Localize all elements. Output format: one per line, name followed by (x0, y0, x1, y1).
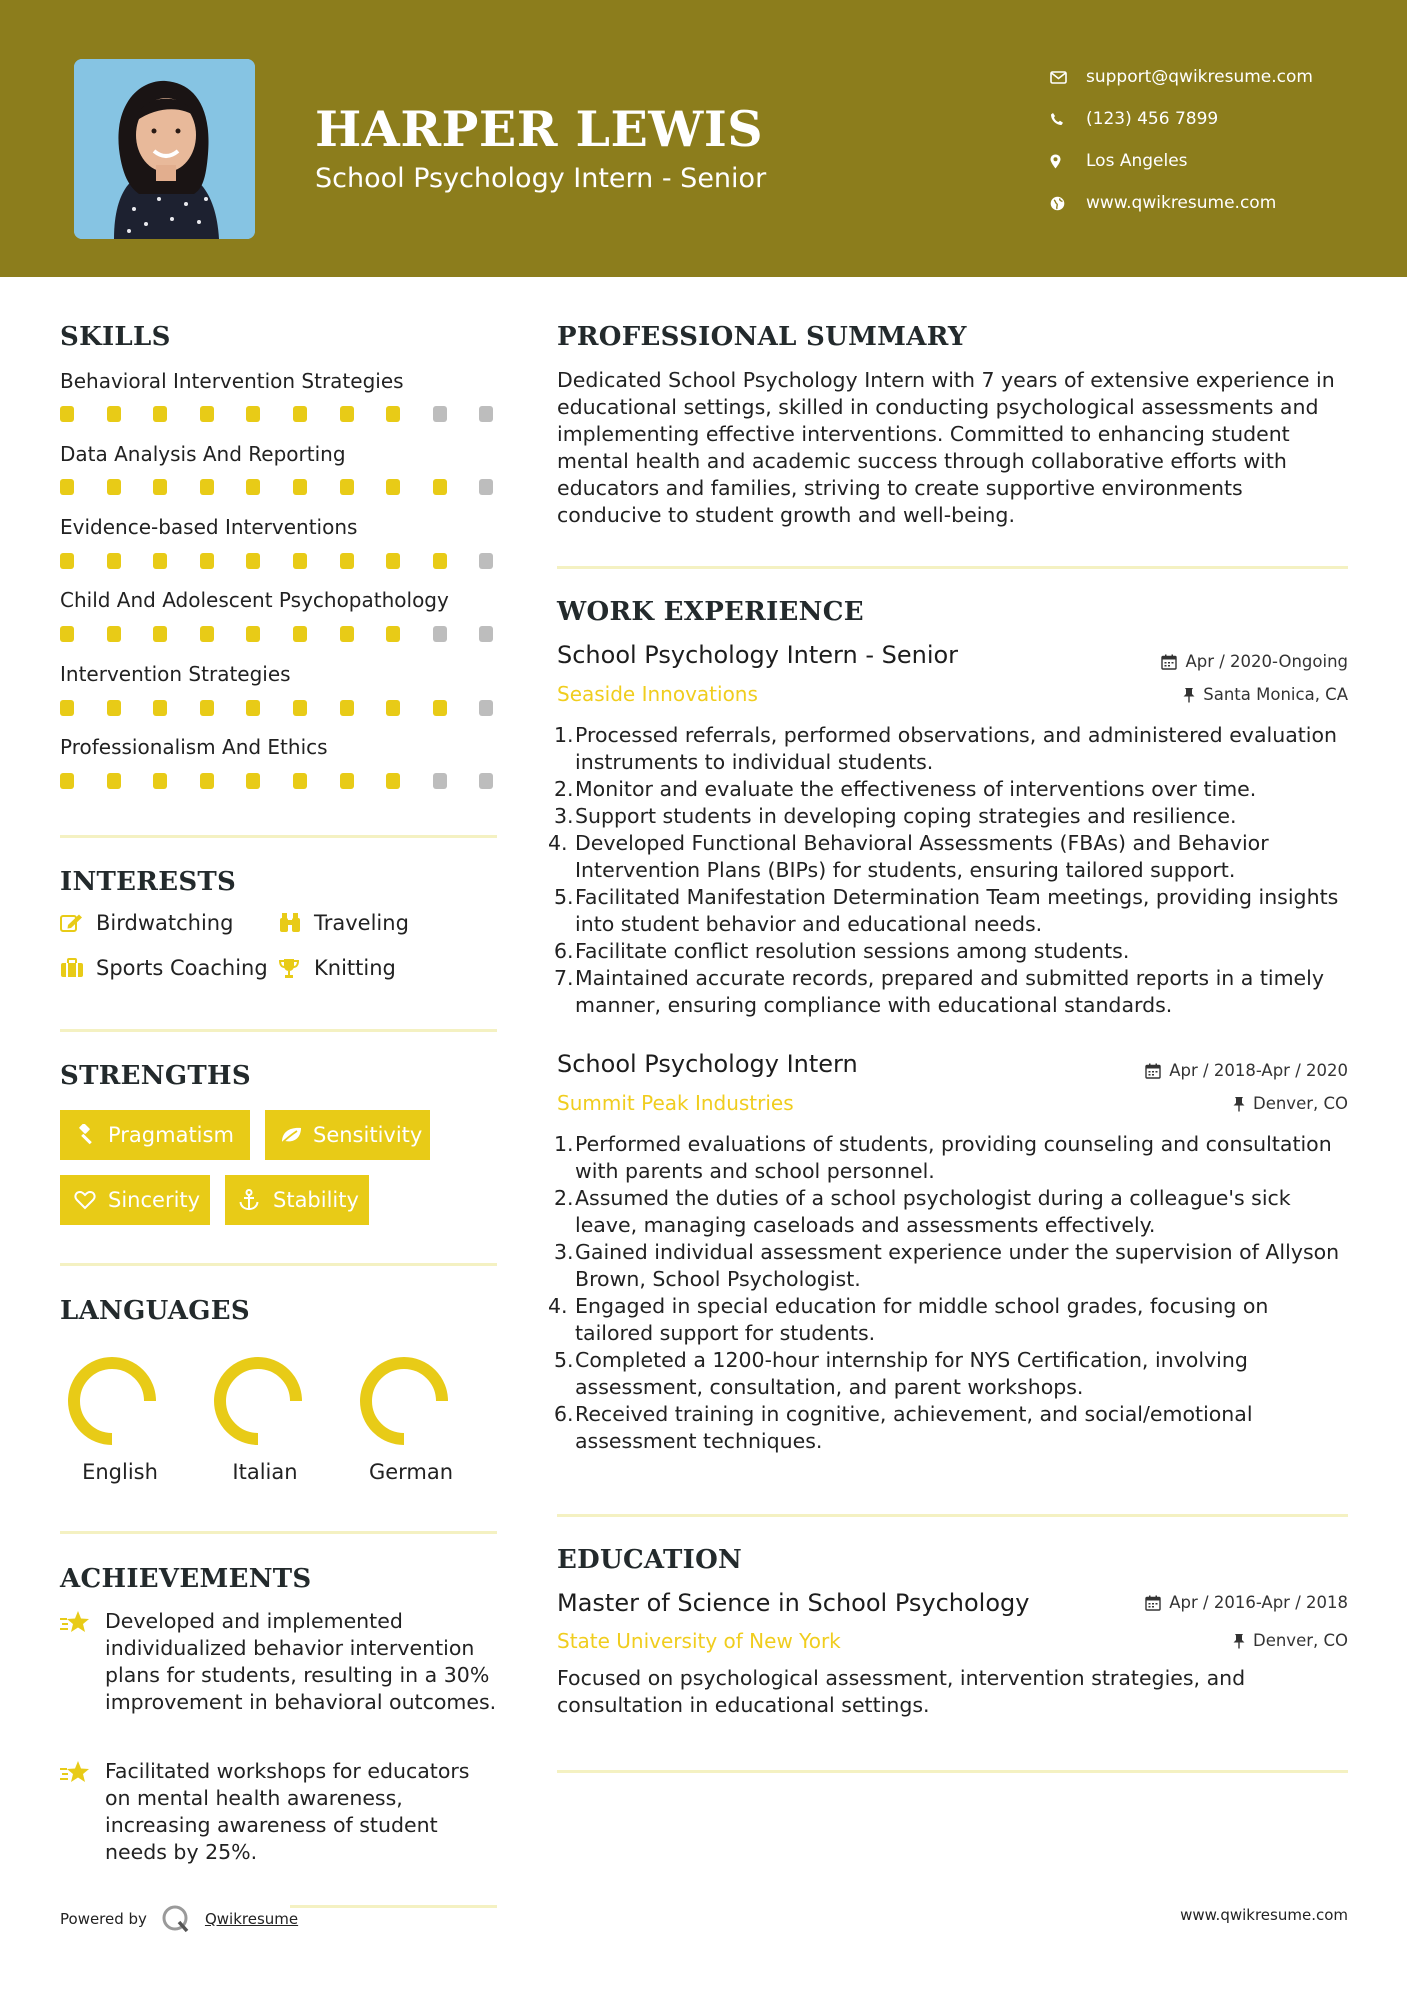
skill-dot-filled (200, 553, 214, 569)
skill-dot-filled (153, 553, 167, 569)
calendar-icon (1145, 1595, 1161, 1611)
skill-name: Child And Adolescent Psychopathology (60, 588, 449, 612)
job-date (1145, 1061, 1348, 1080)
strength-chip (60, 1175, 210, 1225)
skill-dot-filled (340, 406, 354, 422)
skill-dot-filled (246, 626, 260, 642)
list-item: 2. Monitor and evaluate the effectiveness of interventions over time. (554, 777, 1257, 801)
skill-dot-empty (479, 553, 493, 569)
phone-icon (1050, 112, 1086, 126)
skill-dot-filled (153, 479, 167, 495)
skill-dot-filled (200, 626, 214, 642)
skill-dot-filled (153, 406, 167, 422)
skill-dot-filled (340, 553, 354, 569)
list-item: 7. Maintained accurate records, prepared and submitted reports in a timely manner, ensuring compliance with educational standards. (554, 966, 1325, 1017)
skill-dot-filled (340, 773, 354, 789)
profile-photo (74, 59, 255, 239)
interest-item (60, 911, 233, 935)
qwikresume-logo-icon (161, 1904, 191, 1934)
interest-label: Birdwatching (96, 911, 234, 935)
language-gauge (52, 1341, 172, 1465)
language-level-arc (366, 1363, 442, 1439)
skill-dot-filled (200, 773, 214, 789)
envelope-icon (1050, 71, 1086, 84)
languages-heading: LANGUAGES (60, 1296, 250, 1326)
pushpin-icon (1233, 1096, 1245, 1112)
strength-chip (60, 1110, 250, 1160)
section-divider (60, 1029, 497, 1032)
skill-dot-filled (246, 553, 260, 569)
skill-rating (60, 773, 526, 789)
skill-dot-filled (293, 626, 307, 642)
skill-dot-filled (433, 700, 447, 716)
duty-text: Developed Functional Behavioral Assessments (FBAs) and Behavior Intervention Plans (BIPs) for students, ensuring tailored support. (575, 831, 1269, 882)
summary-heading: PROFESSIONAL SUMMARY (557, 322, 967, 352)
skill-dot-filled (293, 553, 307, 569)
skill-dot-empty (433, 626, 447, 642)
skill-dot-filled (200, 479, 214, 495)
skill-dot-filled (293, 700, 307, 716)
contact-website-text: www.qwikresume.com (1086, 193, 1277, 213)
gavel-icon (74, 1124, 108, 1146)
skill-dot-filled (433, 479, 447, 495)
skill-rating (60, 626, 526, 642)
skill-dot-empty (479, 626, 493, 642)
strengths-heading: STRENGTHS (60, 1061, 251, 1091)
skill-dot-filled (340, 626, 354, 642)
degree-title: Master of Science in School Psychology (557, 1589, 1030, 1617)
achievement-text: Developed and implemented individualized behavior intervention plans for students, resulting in a 30% improvement in behavioral outcomes. (105, 1609, 497, 1714)
list-item: 6. Received training in cognitive, achievement, and social/emotional assessment techniques. (554, 1402, 1253, 1453)
skill-dot-filled (386, 406, 400, 422)
education-location-text: Denver, CO (1252, 1631, 1348, 1650)
duty-text: Monitor and evaluate the effectiveness of interventions over time. (575, 777, 1257, 801)
contact-email[interactable] (1050, 56, 1313, 98)
globe-icon (1050, 196, 1086, 211)
skill-dot-filled (200, 406, 214, 422)
job-duties (548, 1131, 1352, 1455)
skill-dot-filled (153, 700, 167, 716)
job-duties (548, 722, 1352, 1019)
duty-text: Assumed the duties of a school psychologist during a colleague's sick leave, managing caseloads and assessments effectively. (575, 1186, 1291, 1237)
strength-chip (225, 1175, 369, 1225)
skill-rating (60, 700, 526, 716)
powered-by-label: Powered by (60, 1910, 147, 1928)
map-pin-icon (1050, 154, 1086, 169)
qwikresume-link[interactable]: Qwikresume (204, 1910, 299, 1928)
pushpin-icon (1233, 1633, 1245, 1649)
education-description: Focused on psychological assessment, intervention strategies, and consultation in educational settings. (557, 1666, 1246, 1717)
job-title: School Psychology Intern (557, 1050, 858, 1078)
duty-text: Engaged in special education for middle school grades, focusing on tailored support for students. (575, 1294, 1269, 1345)
skill-dot-filled (107, 553, 121, 569)
list-item: 3. Support students in developing coping strategies and resilience. (554, 804, 1237, 828)
skill-dot-filled (386, 626, 400, 642)
section-divider (557, 1770, 1348, 1773)
education-heading: EDUCATION (557, 1545, 743, 1575)
interests-heading: INTERESTS (60, 867, 237, 897)
skill-dot-filled (200, 700, 214, 716)
list-item: 4. Engaged in special education for middle school grades, focusing on tailored support for students. (548, 1294, 1269, 1345)
calendar-icon (1161, 654, 1177, 670)
anchor-icon (239, 1189, 273, 1211)
skill-name: Evidence-based Interventions (60, 515, 358, 539)
pencil-icon (60, 913, 96, 933)
interest-label: Knitting (314, 956, 396, 980)
education-location (1233, 1631, 1348, 1650)
skill-dot-filled (107, 406, 121, 422)
contact-email-text: support@qwikresume.com (1086, 67, 1313, 87)
company-name: Summit Peak Industries (557, 1091, 794, 1115)
resume-header (0, 0, 1407, 277)
strength-label: Sensitivity (313, 1123, 423, 1147)
skill-dot-filled (246, 479, 260, 495)
interest-item (60, 956, 268, 980)
section-divider (60, 835, 497, 838)
skill-dot-filled (60, 626, 74, 642)
education-date (1145, 1593, 1348, 1612)
contact-location-text: Los Angeles (1086, 151, 1188, 171)
skill-dot-filled (107, 700, 121, 716)
skills-heading: SKILLS (60, 322, 171, 352)
job-title: School Psychology Intern - Senior (557, 641, 959, 669)
list-item: 6. Facilitate conflict resolution sessions among students. (554, 939, 1130, 963)
heart-icon (74, 1190, 108, 1210)
language-gauge (344, 1341, 464, 1465)
skill-dot-filled (293, 406, 307, 422)
list-item: 4. Developed Functional Behavioral Assessments (FBAs) and Behavior Intervention Plans (BIPs) for students, ensuring tailored support. (548, 831, 1269, 882)
skill-dot-filled (60, 479, 74, 495)
strength-label: Pragmatism (108, 1123, 234, 1147)
strength-label: Stability (273, 1188, 359, 1212)
interest-label: Traveling (314, 911, 409, 935)
contact-website[interactable] (1050, 182, 1313, 224)
star-icon (60, 1608, 105, 1716)
education-date-text: Apr / 2016-Apr / 2018 (1169, 1593, 1348, 1612)
skill-dot-filled (433, 553, 447, 569)
duty-text: Completed a 1200-hour internship for NYS Certification, involving assessment, consultation, and parent workshops. (575, 1348, 1248, 1399)
language-level-arc (220, 1363, 296, 1439)
trophy-icon (278, 957, 314, 979)
duty-text: Performed evaluations of students, providing counseling and consultation with parents and school personnel. (575, 1132, 1332, 1183)
list-item: 5. Facilitated Manifestation Determination Team meetings, providing insights into student behavior and educational needs. (554, 885, 1339, 936)
briefcase-icon (60, 958, 96, 978)
skill-dot-filled (386, 479, 400, 495)
job-location (1183, 685, 1348, 704)
footer-powered-by (60, 1904, 298, 1934)
skill-dot-filled (246, 406, 260, 422)
skill-dot-filled (107, 479, 121, 495)
skill-dot-empty (433, 773, 447, 789)
duty-text: Processed referrals, performed observations, and administered evaluation instruments to individual students. (575, 723, 1338, 774)
duty-text: Support students in developing coping strategies and resilience. (575, 804, 1237, 828)
list-item: 2. Assumed the duties of a school psychologist during a colleague's sick leave, managing caseloads and assessments effectively. (554, 1186, 1291, 1237)
duty-text: Facilitate conflict resolution sessions among students. (575, 939, 1130, 963)
language-name: Italian (232, 1460, 298, 1484)
achievement-text: Facilitated workshops for educators on mental health awareness, increasing awareness of student needs by 25%. (105, 1759, 470, 1864)
candidate-name: HARPER LEWIS (315, 100, 764, 158)
job-location (1233, 1094, 1348, 1113)
skill-dot-filled (60, 406, 74, 422)
achievements-heading: ACHIEVEMENTS (60, 1564, 312, 1594)
contact-phone[interactable] (1050, 98, 1313, 140)
skill-dot-filled (246, 700, 260, 716)
skill-dot-empty (479, 700, 493, 716)
language-level-arc (74, 1363, 150, 1439)
section-divider (557, 566, 1348, 569)
binoculars-icon (278, 912, 314, 934)
skill-dot-filled (60, 773, 74, 789)
skill-dot-empty (479, 773, 493, 789)
job-date-text: Apr / 2020-Ongoing (1185, 652, 1348, 671)
star-icon (60, 1758, 105, 1866)
skill-dot-filled (293, 479, 307, 495)
contact-phone-text: (123) 456 7899 (1086, 109, 1219, 129)
summary-text: Dedicated School Psychology Intern with 7 years of extensive experience in educational settings, skilled in conducting psychological assessments and implementing effective interventions. Committed to enhancing student mental health and academic success through collaborative efforts with educators and families, striving to create supportive environments conducive to student growth and well-being. (557, 368, 1335, 527)
list-item: 1. Processed referrals, performed observations, and administered evaluation instruments to individual students. (554, 723, 1338, 774)
section-divider (290, 1905, 497, 1908)
achievement-item (60, 1608, 500, 1716)
skill-name: Data Analysis And Reporting (60, 442, 346, 466)
section-divider (557, 1514, 1348, 1517)
interest-item (278, 911, 409, 935)
skill-rating (60, 553, 526, 569)
skill-dot-filled (246, 773, 260, 789)
strength-chip (265, 1110, 430, 1160)
section-divider (60, 1531, 497, 1534)
skill-name: Professionalism And Ethics (60, 735, 328, 759)
contact-location (1050, 140, 1313, 182)
skill-dot-filled (340, 700, 354, 716)
duty-text: Facilitated Manifestation Determination Team meetings, providing insights into student behavior and educational needs. (575, 885, 1339, 936)
section-divider (60, 1263, 497, 1266)
leaf-icon (279, 1125, 313, 1145)
interest-item (278, 956, 396, 980)
skill-dot-filled (386, 773, 400, 789)
calendar-icon (1145, 1063, 1161, 1079)
skill-dot-filled (153, 626, 167, 642)
work-heading: WORK EXPERIENCE (557, 597, 864, 627)
language-name: German (368, 1460, 454, 1484)
job-date-text: Apr / 2018-Apr / 2020 (1169, 1061, 1348, 1080)
strength-label: Sincerity (108, 1188, 201, 1212)
achievement-item (60, 1758, 500, 1866)
skill-rating (60, 479, 526, 495)
skill-dot-filled (386, 700, 400, 716)
language-name: English (82, 1460, 158, 1484)
skill-dot-empty (479, 406, 493, 422)
skill-dot-filled (107, 626, 121, 642)
skill-dot-empty (479, 479, 493, 495)
skill-dot-filled (340, 479, 354, 495)
skill-name: Behavioral Intervention Strategies (60, 369, 404, 393)
list-item: 1. Performed evaluations of students, providing counseling and consultation with parents and school personnel. (554, 1132, 1332, 1183)
skill-rating (60, 406, 526, 422)
job-location-text: Denver, CO (1252, 1094, 1348, 1113)
duty-text: Received training in cognitive, achievement, and social/emotional assessment techniques. (575, 1402, 1253, 1453)
list-item: 5. Completed a 1200-hour internship for NYS Certification, involving assessment, consultation, and parent workshops. (554, 1348, 1248, 1399)
skill-dot-filled (293, 773, 307, 789)
skill-dot-filled (60, 553, 74, 569)
school-name: State University of New York (557, 1629, 841, 1653)
job-date (1161, 652, 1348, 671)
skill-dot-empty (433, 406, 447, 422)
list-item: 3. Gained individual assessment experience under the supervision of Allyson Brown, School Psychologist. (554, 1240, 1340, 1291)
skill-dot-filled (153, 773, 167, 789)
duty-text: Gained individual assessment experience under the supervision of Allyson Brown, School Psychologist. (575, 1240, 1340, 1291)
skill-name: Intervention Strategies (60, 662, 291, 686)
duty-text: Maintained accurate records, prepared and submitted reports in a timely manner, ensuring compliance with educational standards. (575, 966, 1325, 1017)
footer-website-link[interactable]: www.qwikresume.com (1180, 1906, 1348, 1924)
language-gauge (198, 1341, 318, 1465)
candidate-title: School Psychology Intern - Senior (315, 163, 767, 194)
skill-dot-filled (107, 773, 121, 789)
skill-dot-filled (386, 553, 400, 569)
company-name: Seaside Innovations (557, 682, 758, 706)
interest-label: Sports Coaching (96, 956, 268, 980)
pushpin-icon (1183, 687, 1195, 703)
contact-list (1050, 56, 1313, 224)
skill-dot-filled (60, 700, 74, 716)
job-location-text: Santa Monica, CA (1203, 685, 1348, 704)
